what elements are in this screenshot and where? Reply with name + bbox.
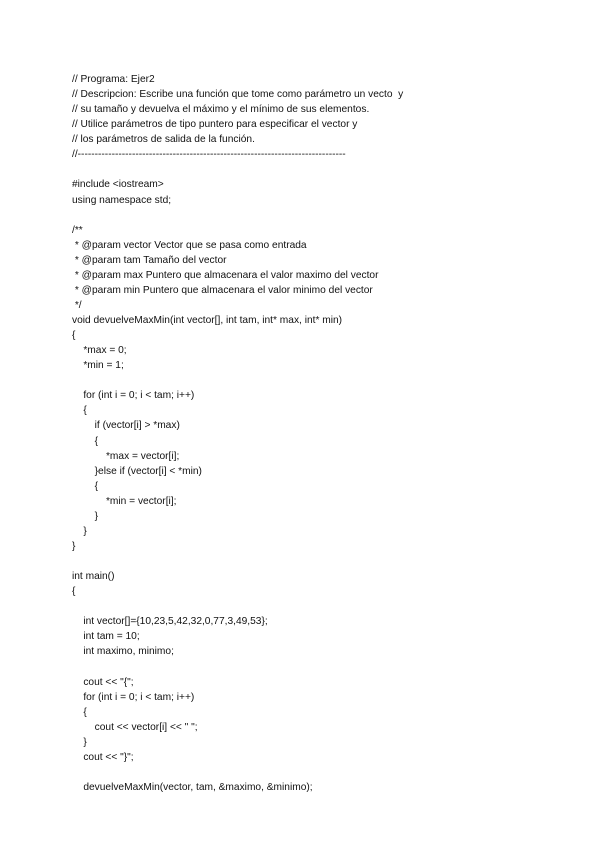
- code-line: * @param min Puntero que almacenara el valor minimo del vector: [72, 284, 373, 296]
- code-line: *max = vector[i];: [72, 450, 180, 462]
- code-line: */: [72, 299, 82, 311]
- code-line: [72, 162, 403, 177]
- code-line: int main(): [72, 571, 115, 583]
- code-line: [72, 208, 403, 223]
- code-line: void devuelveMaxMin(int vector[], int tam, int* max, int* min): [72, 315, 343, 326]
- code-line: cout << "{";: [72, 676, 134, 688]
- code-line: [72, 599, 403, 614]
- code-line: if (vector[i] > *max): [72, 420, 180, 432]
- code-line: }: [72, 736, 87, 748]
- code-line: {: [72, 480, 99, 492]
- code-line: for (int i = 0; i < tam; i++): [72, 390, 195, 402]
- code-line: * @param tam Tamaño del vector: [72, 254, 227, 266]
- code-line: // Descripcion: Escribe una función que tome como parámetro un vecto y: [72, 89, 404, 101]
- code-line: /**: [72, 224, 83, 236]
- code-line: }else if (vector[i] < *min): [72, 465, 202, 477]
- code-line: int vector[]={10,23,5,42,32,0,77,3,49,53};: [72, 616, 268, 628]
- code-line: cout << "}";: [72, 751, 134, 763]
- code-line: cout << vector[i] << " ";: [72, 721, 198, 733]
- code-line: [72, 373, 403, 388]
- code-line: [72, 554, 403, 569]
- code-line: }: [72, 540, 76, 552]
- code-line: {: [72, 706, 87, 718]
- code-line: // Utilice parámetros de tipo puntero para especificar el vector y: [72, 119, 358, 131]
- code-line: {: [72, 435, 99, 447]
- code-line: #include <iostream>: [72, 179, 164, 191]
- code-line: [72, 659, 403, 674]
- code-line: // Programa: Ejer2: [72, 74, 155, 85]
- code-line: }: [72, 510, 99, 522]
- code-line: }: [72, 525, 87, 537]
- code-line: //-------------------------------------------------------------------------------: [72, 149, 346, 161]
- code-line: * @param max Puntero que almacenara el valor maximo del vector: [72, 269, 379, 281]
- code-line: int tam = 10;: [72, 631, 140, 643]
- code-line: *min = vector[i];: [72, 495, 177, 507]
- code-line: *min = 1;: [72, 360, 124, 372]
- code-line: *max = 0;: [72, 345, 127, 357]
- code-listing: [72, 72, 403, 795]
- code-line: * @param vector Vector que se pasa como entrada: [72, 239, 307, 251]
- code-line: for (int i = 0; i < tam; i++): [72, 691, 195, 703]
- code-line: {: [72, 405, 87, 417]
- code-line: // los parámetros de salida de la función.: [72, 134, 255, 146]
- code-line: int maximo, minimo;: [72, 646, 174, 658]
- code-line: // su tamaño y devuelva el máximo y el mínimo de sus elementos.: [72, 104, 370, 116]
- code-line: using namespace std;: [72, 194, 172, 206]
- code-line: [72, 765, 403, 780]
- code-line: {: [72, 330, 76, 342]
- code-line: {: [72, 586, 76, 598]
- code-line: devuelveMaxMin(vector, tam, &maximo, &minimo);: [72, 781, 313, 793]
